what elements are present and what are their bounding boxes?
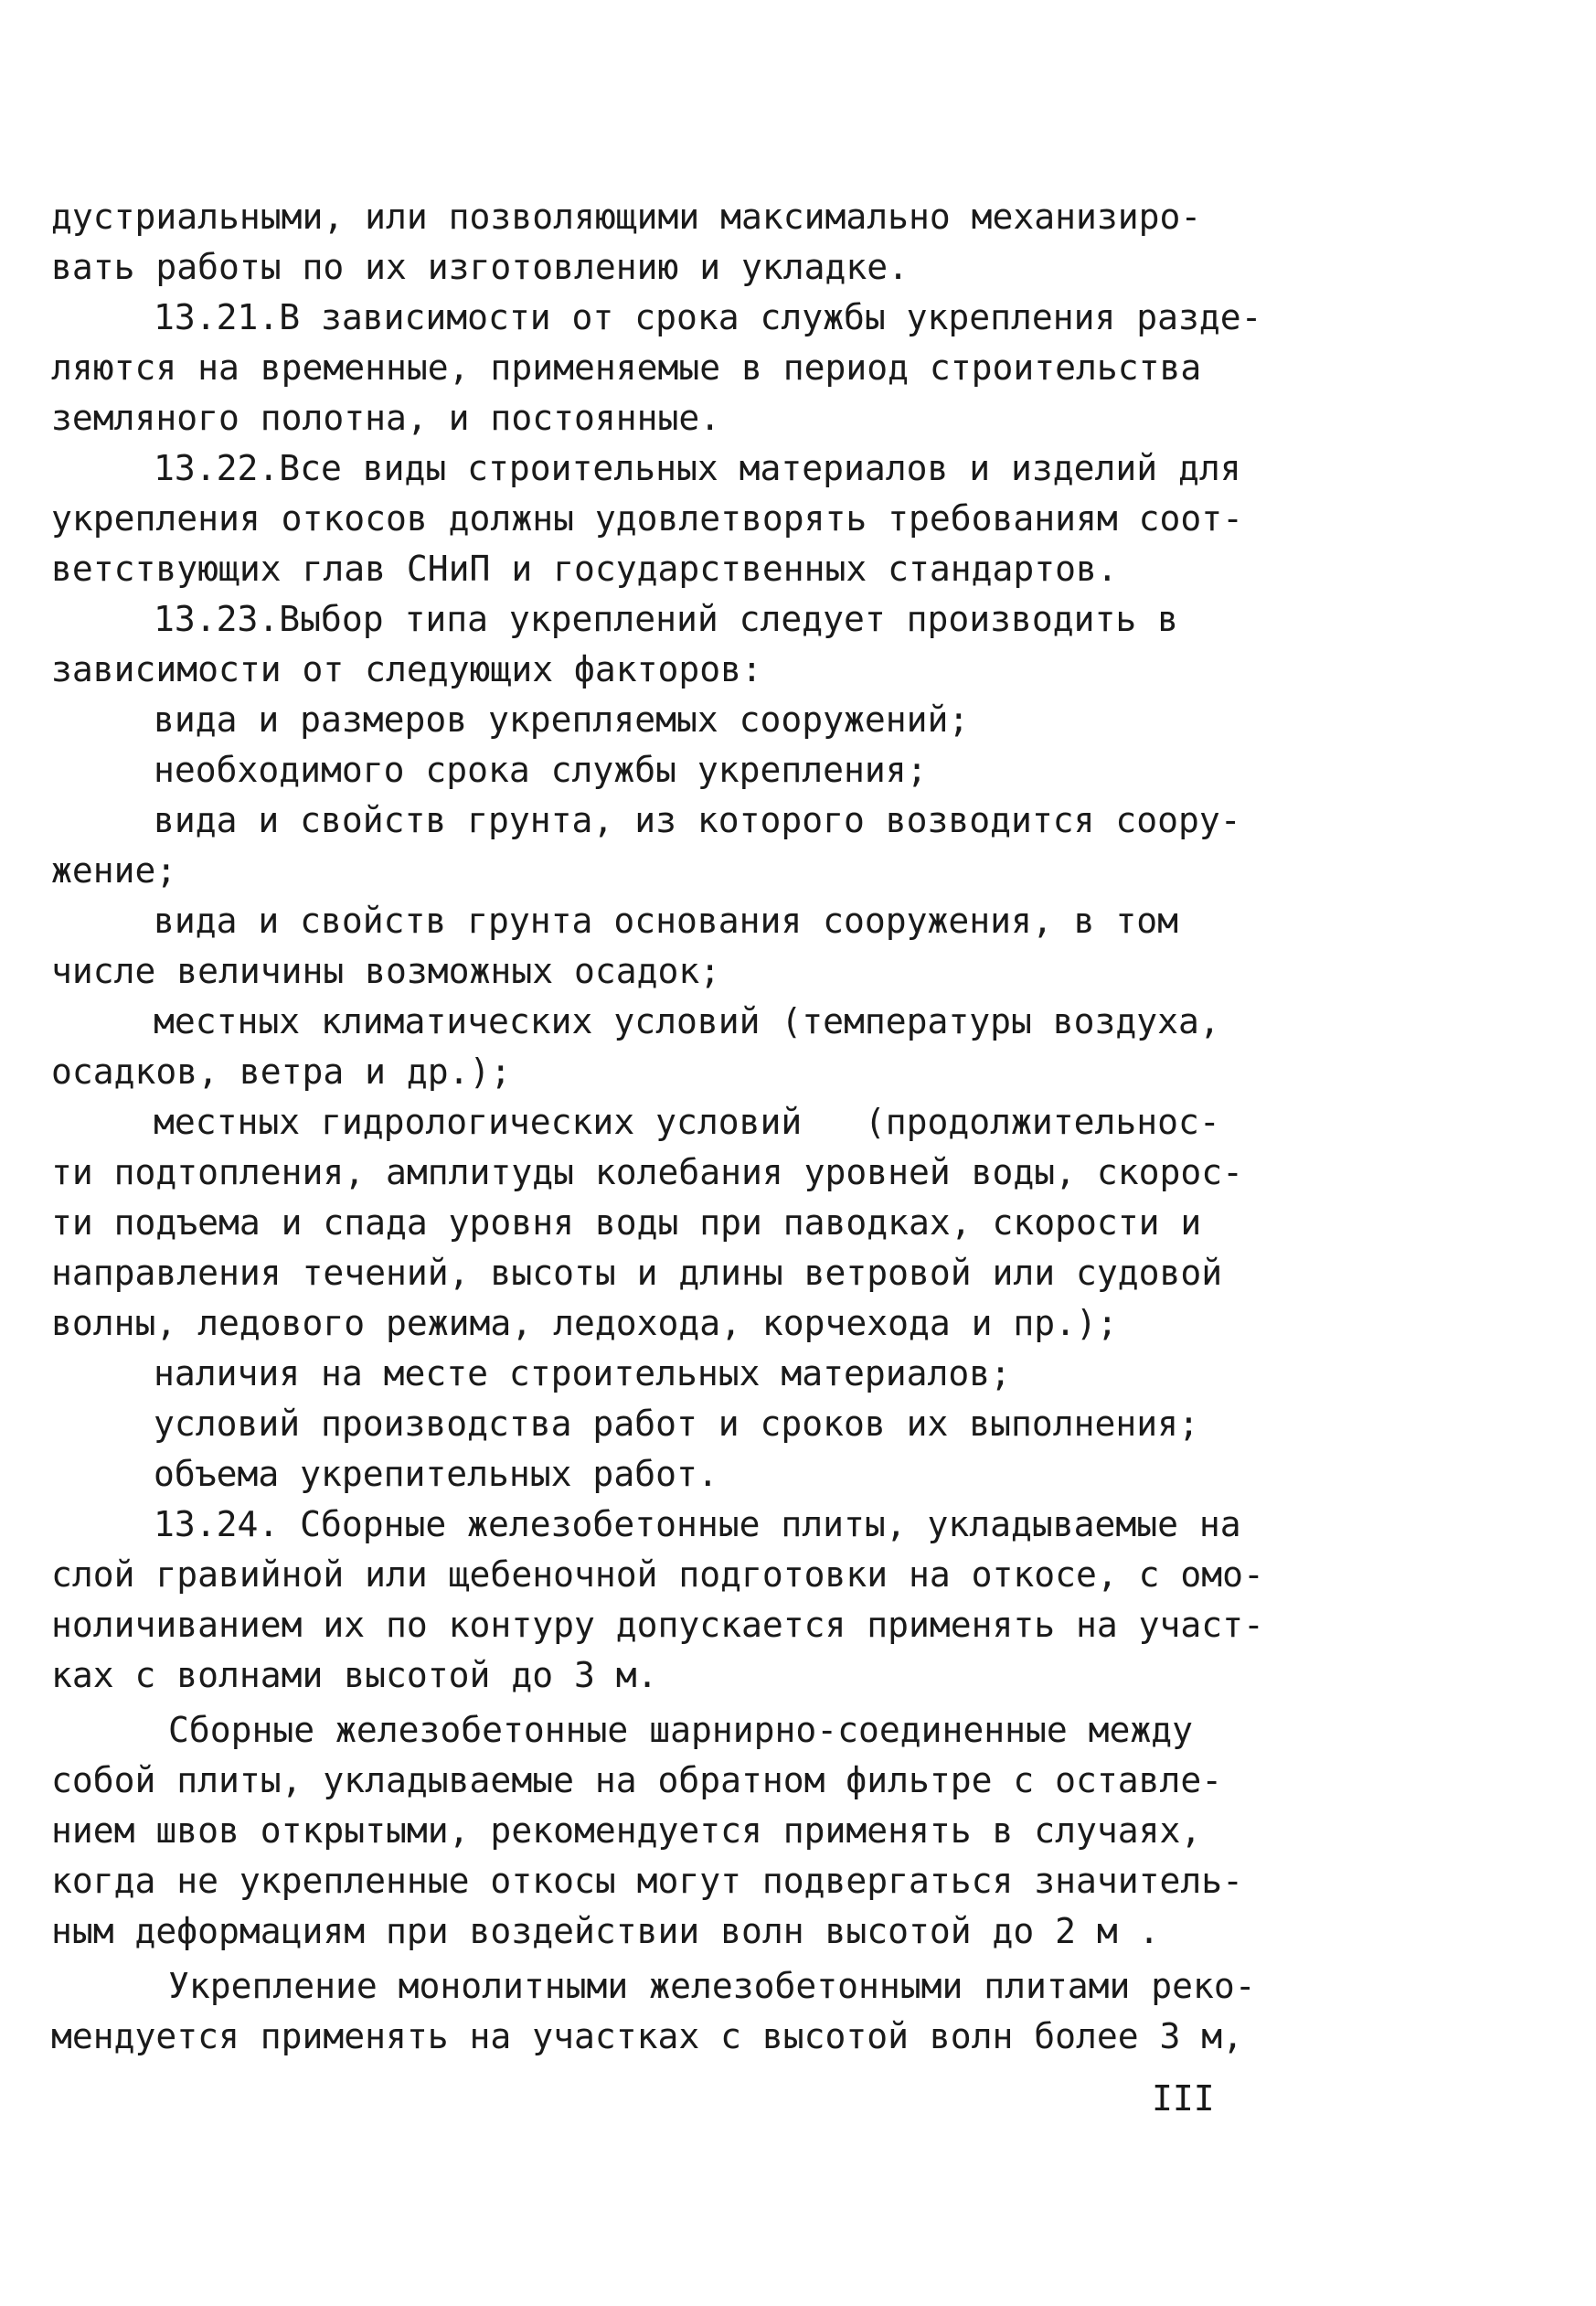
text-line: ным деформациям при воздействии волн высотой до 2 м . bbox=[51, 1911, 1160, 1951]
text-line: мендуется применять на участках с высотой волн более 3 м, bbox=[51, 2016, 1244, 2056]
text-line: наличия на месте строительных материалов; bbox=[154, 1353, 1011, 1393]
text-line: необходимого срока службы укрепления; bbox=[154, 750, 928, 790]
text-line: собой плиты, укладываемые на обратном фильтре с оставле- bbox=[51, 1760, 1223, 1800]
text-line: объема укрепительных работ. bbox=[154, 1454, 718, 1494]
text-line: ляются на временные, применяемые в период строительства bbox=[51, 347, 1202, 388]
text-line: Укрепление монолитными железобетонными плитами реко- bbox=[168, 1966, 1256, 2006]
text-line: вида и свойств грунта основания сооружения, в том bbox=[154, 901, 1179, 941]
text-line: местных гидрологических условий (продолжительнос- bbox=[154, 1102, 1220, 1142]
text-line: земляного полотна, и постоянные. bbox=[51, 398, 721, 438]
text-line: 13.23.Выбор типа укреплений следует производить в bbox=[154, 599, 1179, 639]
text-line: ти подъема и спада уровня воды при паводках, скорости и bbox=[51, 1202, 1202, 1243]
text-line: местных климатических условий (температуры воздуха, bbox=[154, 1001, 1220, 1041]
text-line: дустриальными, или позволяющими максимально механизиро- bbox=[51, 197, 1202, 237]
text-line: вида и свойств грунта, из которого возводится соору- bbox=[154, 800, 1241, 840]
text-line: условий производства работ и сроков их выполнения; bbox=[154, 1404, 1199, 1444]
text-line: 13.22.Все виды строительных материалов и изделий для bbox=[154, 448, 1241, 488]
page-number: III bbox=[1152, 2078, 1215, 2119]
text-line: жение; bbox=[51, 850, 177, 891]
text-line: слой гравийной или щебеночной подготовки на откосе, с омо- bbox=[51, 1554, 1264, 1595]
text-line: вида и размеров укрепляемых сооружений; bbox=[154, 699, 970, 740]
text-line: зависимости от следующих факторов: bbox=[51, 649, 762, 689]
text-line: нием швов открытыми, рекомендуется применять в случаях, bbox=[51, 1810, 1202, 1851]
text-line: ноличиванием их по контуру допускается применять на участ- bbox=[51, 1605, 1264, 1645]
text-line: 13.21.В зависимости от срока службы укрепления разде- bbox=[154, 297, 1262, 337]
text-line: ти подтопления, амплитуды колебания уровней воды, скорос- bbox=[51, 1152, 1244, 1192]
text-line: ках с волнами высотой до 3 м. bbox=[51, 1655, 658, 1695]
text-line: волны, ледового режима, ледохода, корчехода и пр.); bbox=[51, 1303, 1118, 1343]
text-line: ветствующих глав СНиП и государственных стандартов. bbox=[51, 549, 1118, 589]
text-line: числе величины возможных осадок; bbox=[51, 951, 721, 991]
text-line: осадков, ветра и др.); bbox=[51, 1052, 512, 1092]
text-line: укрепления откосов должны удовлетворять требованиям соот- bbox=[51, 498, 1244, 539]
text-line: когда не укрепленные откосы могут подвергаться значитель- bbox=[51, 1861, 1244, 1901]
text-line: 13.24. Сборные железобетонные плиты, укладываемые на bbox=[154, 1504, 1241, 1544]
text-line: направления течений, высоты и длины ветровой или судовой bbox=[51, 1253, 1223, 1293]
text-line: Сборные железобетонные шарнирно-соединенные между bbox=[168, 1710, 1194, 1750]
text-line: вать работы по их изготовлению и укладке. bbox=[51, 247, 909, 287]
